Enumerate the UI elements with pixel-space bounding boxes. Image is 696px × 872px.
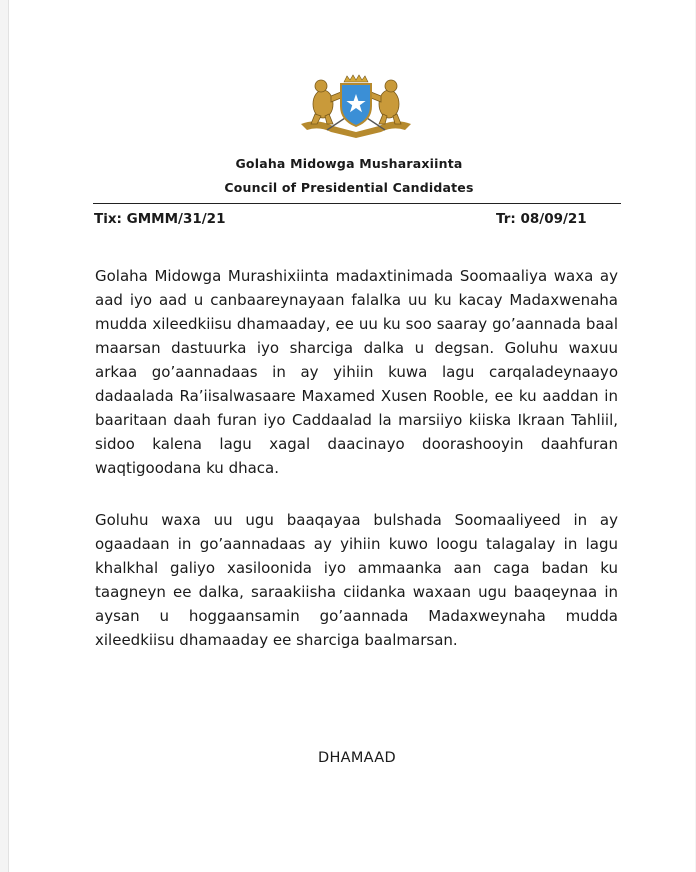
org-name-somali: Golaha Midowga Musharaxiinta: [235, 156, 463, 171]
coat-of-arms-emblem: [297, 74, 415, 138]
closing-text: DHAMAAD: [317, 750, 396, 766]
left-leopard-shape: [311, 80, 341, 124]
body-paragraph-1: Golaha Midowga Murashixiinta madaxtinimada Soomaaliya waxa ay aad iyo aad u canbaareynayaan falalka uu ku kacay Madaxwenaha mudda xileedkiisu dhamaaday, ee uu ku soo saaray go’aannada baal maarsan dastuurka iyo sharciga dalka u degsan. Goluhu waxuu arkaa go’aannadaas in ay yihiin kuwa lagu carqaladeynaayo dadaalada Ra’iisalwasaare Maxamed Xusen Rooble, ee ku aaddan in baaritaan daah furan iyo Caddaalad la marsiiyo kiiska Ikraan Tahliil, sidoo kalena lagu xagal daacinayo doorashooyin daahfuran waqtigoodana ku dhaca.: [95, 267, 618, 477]
coat-of-arms-icon: [297, 74, 415, 138]
right-leopard-shape: [371, 80, 401, 124]
document-page: [8, 0, 695, 872]
header-divider: [93, 203, 621, 204]
org-name-english: Council of Presidential Candidates: [224, 180, 474, 195]
reference-number: Tix: GMMM/31/21: [94, 211, 226, 227]
document-date: Tr: 08/09/21: [496, 211, 587, 227]
body-paragraph-2: Goluhu waxa uu ugu baaqayaa bulshada Soomaaliyeed in ay ogaadaan in go’aannadaas ay yihiin kuwo loogu talagalay in lagu khalkhal galiyo xasiloonida iyo ammaanka aan caga badan ku taagneyn ee dalka, saraakiisha ciidanka waxaan ugu baaqeynaa in aysan u hoggaansamin go’aannada Madaxweynaha mudda xileedkiisu dhamaaday ee sharciga baalmarsan.: [95, 511, 618, 649]
